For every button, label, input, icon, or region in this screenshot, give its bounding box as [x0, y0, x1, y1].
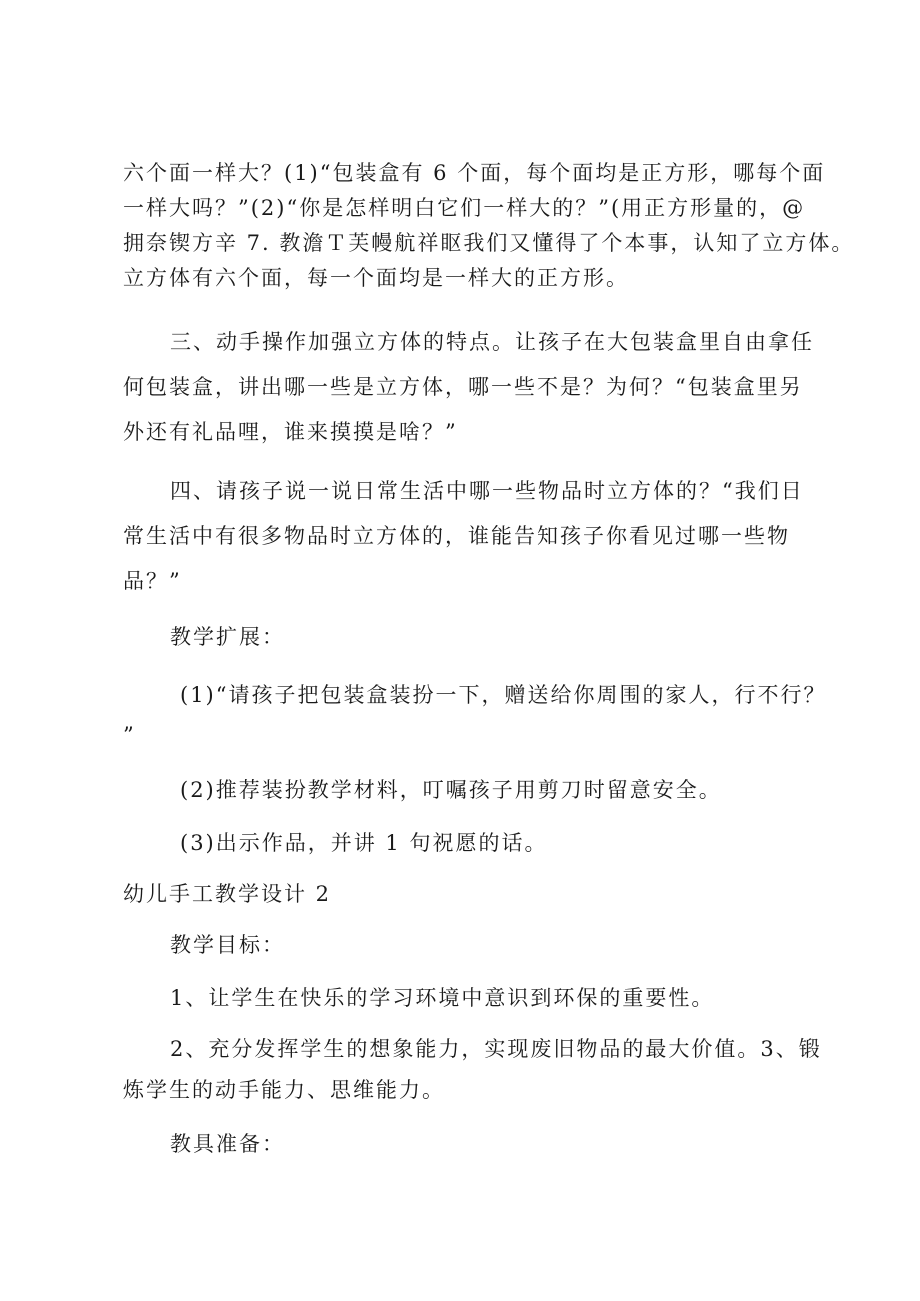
list-item: (1)“请孩子把包装盒装扮一下，赠送给你周围的家人，行不行？: [180, 683, 827, 707]
paragraph-line: 拥奈锲方辛 7. 教澹Ｔ芙幔航祥眍我们又懂得了个本事，认知了立方体。: [123, 231, 855, 255]
list-item: 2、充分发挥学生的想象能力，实现废旧物品的最大价值。3、锻: [170, 1037, 822, 1061]
paragraph-line: 常生活中有很多物品时立方体的，谁能告知孩子你看见过哪一些物: [123, 524, 790, 548]
paragraph-line: ”: [123, 723, 136, 747]
paragraph-line: 四、请孩子说一说日常生活中哪一些物品时立方体的？“我们日: [170, 479, 804, 503]
paragraph-line: 何包装盒，讲出哪一些是立方体，哪一些不是？为何？“包装盒里另: [123, 375, 803, 399]
paragraph-line: 品？”: [123, 569, 182, 593]
section-heading: 教学扩展：: [170, 625, 285, 649]
paragraph-line: 外还有礼品哩，谁来摸摸是啥？”: [123, 420, 458, 444]
list-item: (2)推荐装扮教学材料，叮嘱孩子用剪刀时留意安全。: [180, 778, 722, 802]
list-item: (3)出示作品，并讲 1 句祝愿的话。: [180, 831, 548, 855]
section-heading: 教具准备：: [170, 1132, 285, 1156]
section-title: 幼儿手工教学设计 2: [123, 882, 332, 906]
paragraph-line: 一样大吗？”(2)“你是怎样明白它们一样大的？”(用正方形量的，@: [123, 196, 806, 220]
paragraph-line: 炼学生的动手能力、思维能力。: [123, 1078, 445, 1102]
paragraph-line: 三、动手操作加强立方体的特点。让孩子在大包装盒里自由拿任: [170, 330, 814, 354]
section-heading: 教学目标：: [170, 933, 285, 957]
paragraph-line: 六个面一样大？(1)“包装盒有 6 个面，每个面均是正方形，哪每个面: [123, 161, 826, 185]
list-item: 1、让学生在快乐的学习环境中意识到环保的重要性。: [170, 986, 715, 1010]
paragraph-line: 立方体有六个面，每一个面均是一样大的正方形。: [123, 266, 629, 290]
